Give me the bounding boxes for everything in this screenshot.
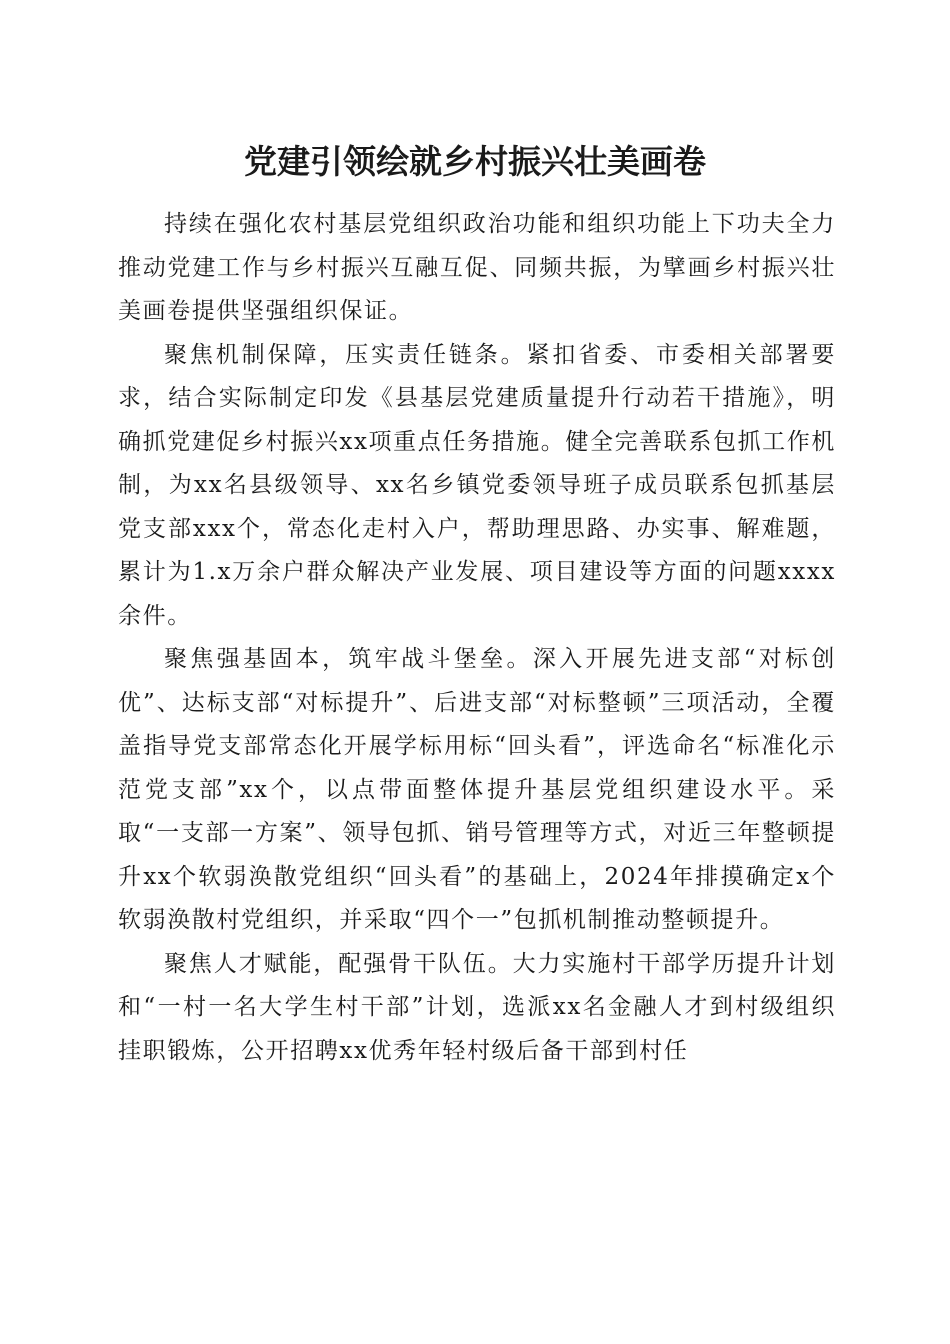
document-title: 党建引领绘就乡村振兴壮美画卷 bbox=[244, 142, 706, 181]
document-body bbox=[118, 203, 836, 1073]
paragraph-foundation: 聚焦强基固本，筑牢战斗堡垒。深入开展先进支部“对标创优”、达标支部“对标提升”、后进支部“对标整顿”三项活动，全覆盖指导党支部常态化开展学标用标“回头看”，评选命名“标准化示范党支部”xx个，以点带面整体提升基层党组织建设水平。采取“一支部一方案”、领导包抓、销号管理等方式，对近三年整顿提升xx个软弱涣散党组织“回头看”的基础上，2024年排摸确定x个软弱涣散村党组织，并采取“四个一”包抓机制推动整顿提升。 bbox=[118, 646, 836, 933]
paragraph-mechanism: 聚焦机制保障，压实责任链条。紧扣省委、市委相关部署要求，结合实际制定印发《县基层党建质量提升行动若干措施》，明确抓党建促乡村振兴xx项重点任务措施。健全完善联系包抓工作机制，为xx名县级领导、xx名乡镇党委领导班子成员联系包抓基层党支部xxx个，常态化走村入户，帮助理思路、办实事、解难题，累计为1.x万余户群众解决产业发展、项目建设等方面的问题xxxx余件。 bbox=[118, 341, 836, 629]
paragraph-intro: 持续在强化农村基层党组织政治功能和组织功能上下功夫全力推动党建工作与乡村振兴互融互促、同频共振，为擘画乡村振兴壮美画卷提供坚强组织保证。 bbox=[118, 211, 836, 324]
paragraph-talent: 聚焦人才赋能，配强骨干队伍。大力实施村干部学历提升计划和“一村一名大学生村干部”计划，选派xx名金融人才到村级组织挂职锻炼，公开招聘xx优秀年轻村级后备干部到村任 bbox=[118, 950, 836, 1064]
